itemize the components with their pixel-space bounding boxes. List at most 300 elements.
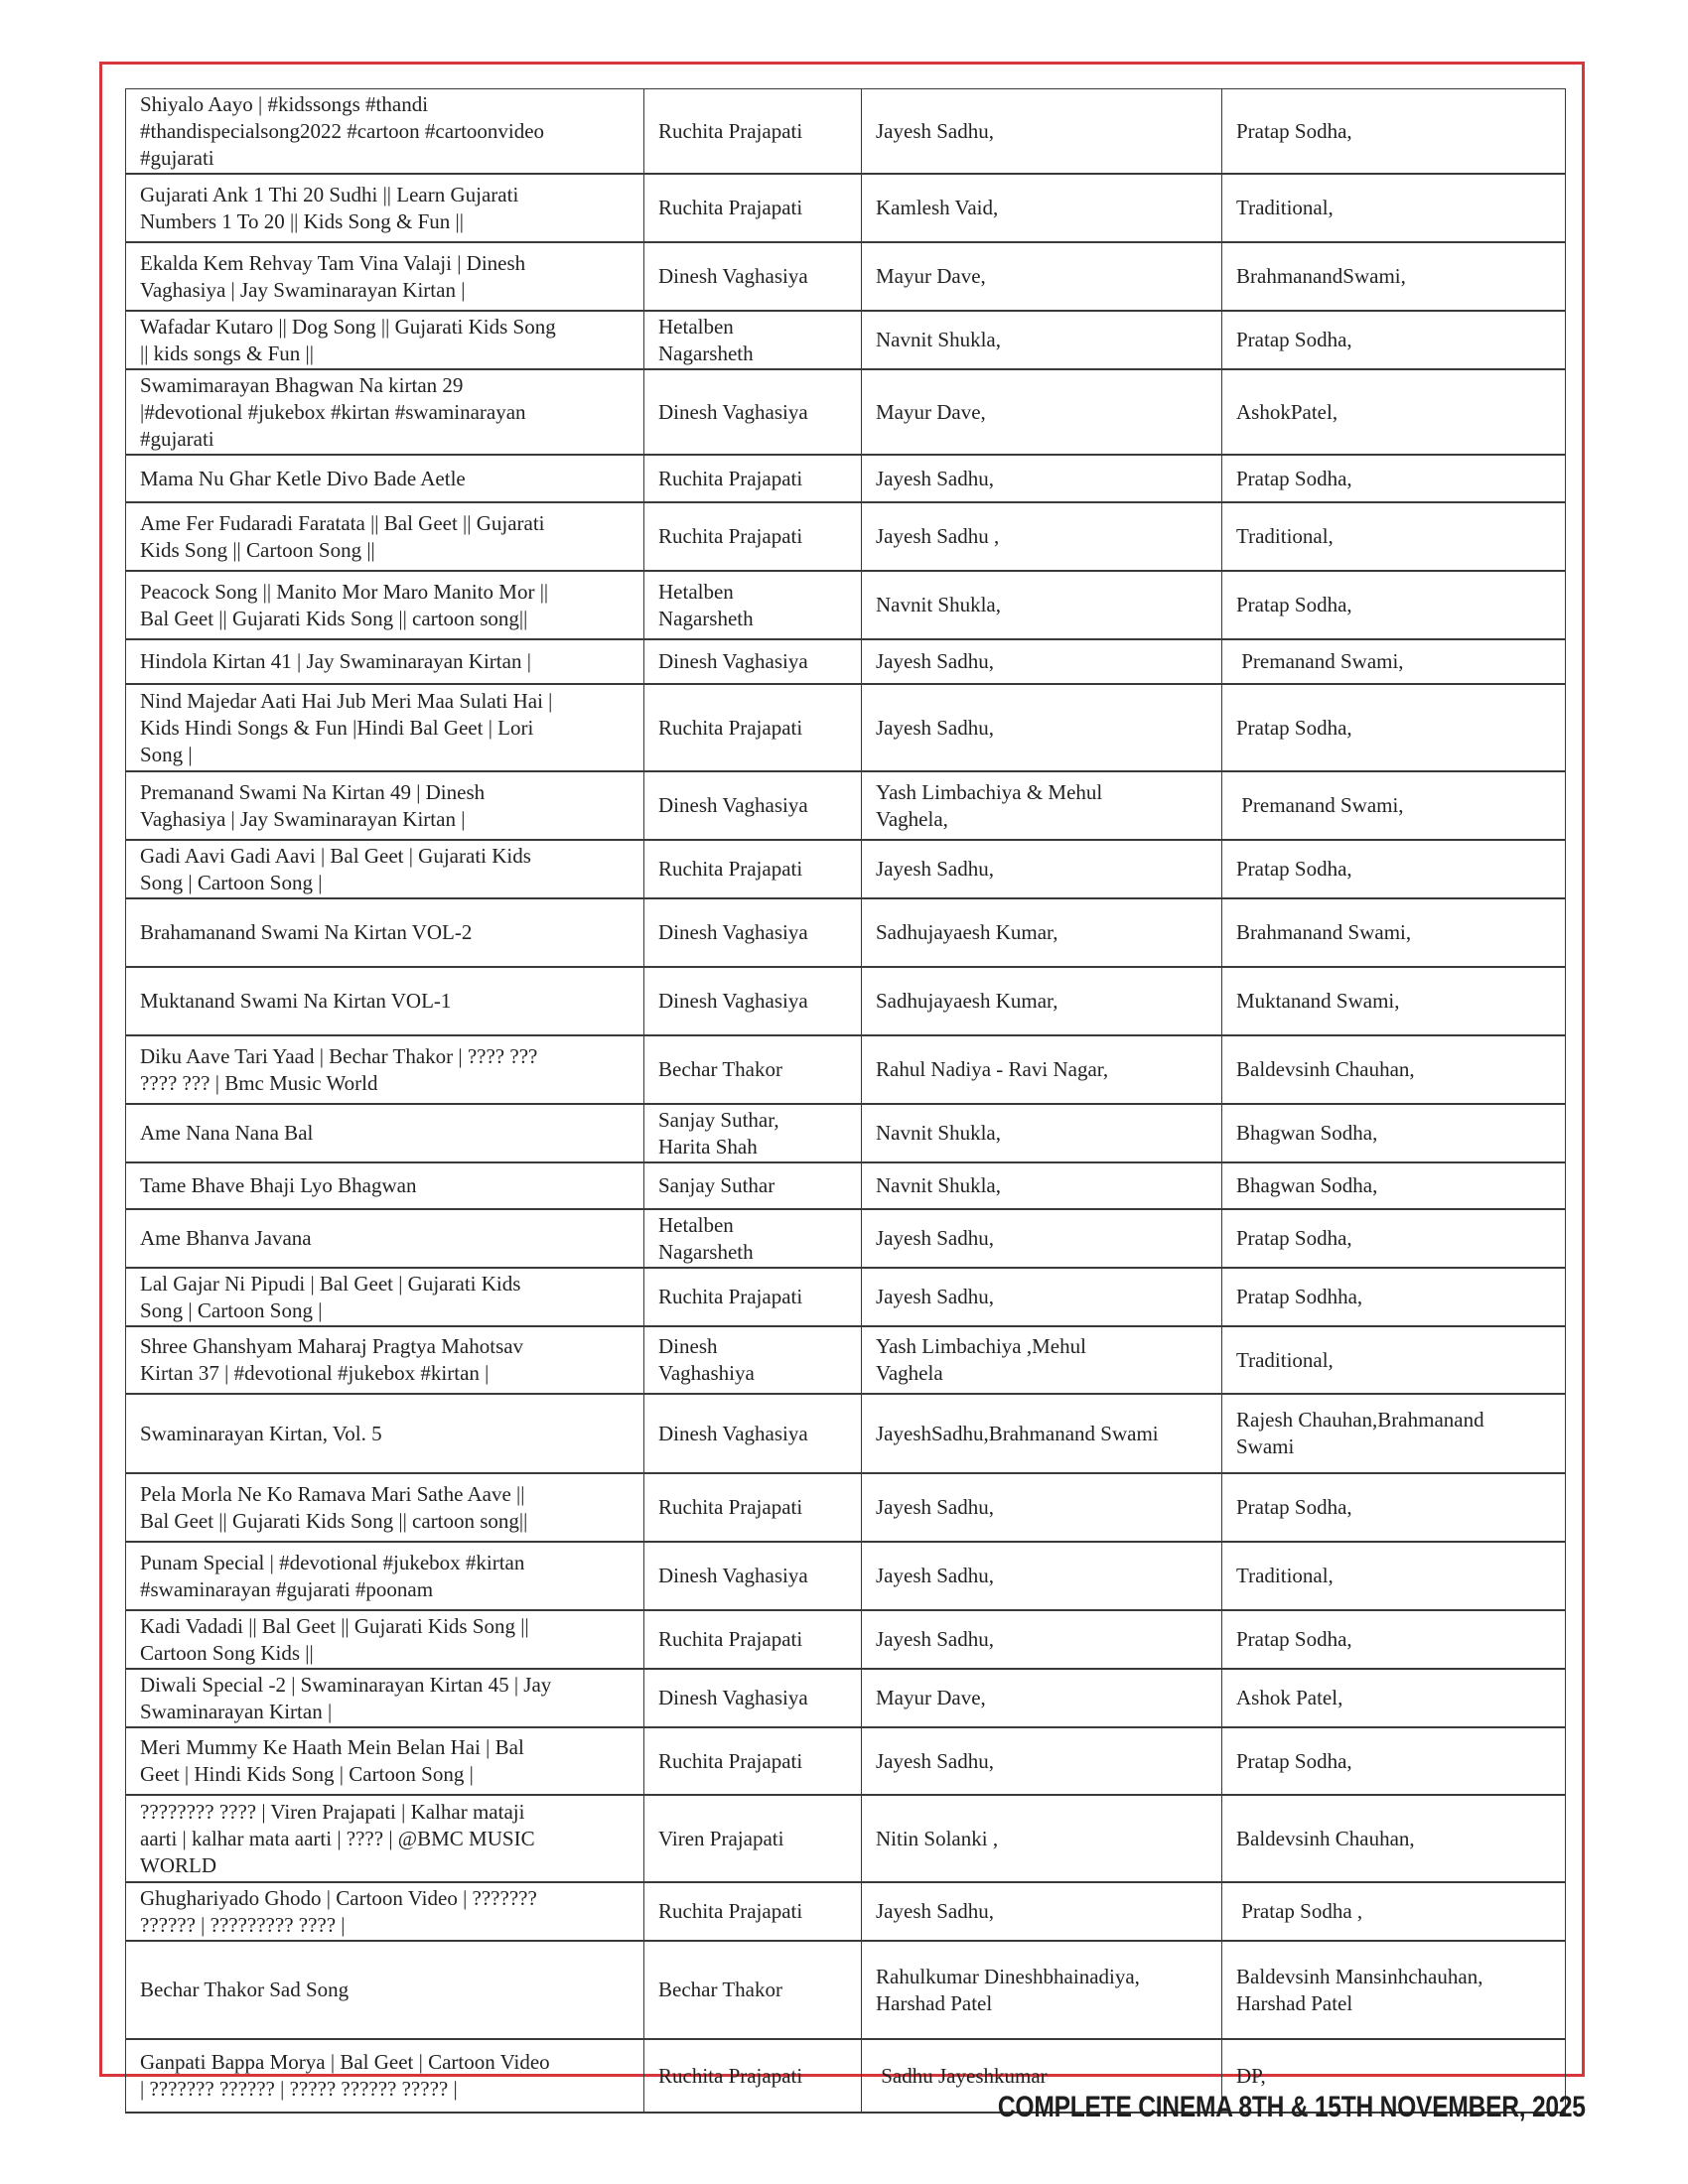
music-text-line: Kamlesh Vaid, [876, 196, 999, 219]
singer-text-line: Bechar Thakor [658, 1057, 782, 1081]
title-text-line: Diwali Special -2 | Swaminarayan Kirtan 45 | Jay [140, 1672, 552, 1697]
title-text-line: Hindola Kirtan 41 | Jay Swaminarayan Kirtan | [140, 649, 531, 673]
music-text-line: Yash Limbachiya & Mehul [876, 779, 1103, 804]
title-text-line: Cartoon Song Kids || [140, 1640, 314, 1665]
cell-lyrics [1222, 840, 1566, 898]
music-text-line: Jayesh Sadhu, [876, 466, 994, 490]
music-text-line: Navnit Shukla, [876, 1121, 1001, 1145]
cell-singer [644, 455, 862, 502]
lyrics-text-line: DP, [1236, 2063, 1266, 2088]
cell-singer [644, 840, 862, 898]
cell-music [862, 571, 1222, 639]
singer-text-line: Nagarsheth [658, 341, 754, 365]
lyrics-text-line: Premanand Swami, [1236, 649, 1404, 673]
table-row [126, 1394, 1566, 1473]
title-text-line: Song | Cartoon Song | [140, 870, 323, 894]
music-text-line: Jayesh Sadhu, [876, 1748, 994, 1773]
cell-music [862, 1542, 1222, 1610]
cell-music [862, 898, 1222, 967]
cell-music [862, 1209, 1222, 1268]
cell-singer [644, 1542, 862, 1610]
music-text-line: Navnit Shukla, [876, 593, 1001, 616]
title-text-line: ?????? | ????????? ???? | [140, 1912, 346, 1937]
cell-singer [644, 1104, 862, 1162]
cell-lyrics [1222, 1209, 1566, 1268]
table-row [126, 1610, 1566, 1669]
singer-text-line: Ruchita Prajapati [658, 1748, 803, 1773]
music-text-line: Jayesh Sadhu, [876, 715, 994, 740]
lyrics-text-line: Pratap Sodha, [1236, 593, 1352, 616]
cell-title [126, 1268, 644, 1326]
title-text-line: || kids songs & Fun || [140, 341, 314, 365]
cell-music [862, 369, 1222, 455]
cell-lyrics [1222, 1542, 1566, 1610]
title-text-line: #gujarati [140, 145, 214, 170]
music-text-line: Jayesh Sadhu , [876, 524, 1000, 548]
title-text-line: Vaghasiya | Jay Swaminarayan Kirtan | [140, 277, 466, 302]
cell-singer [644, 898, 862, 967]
title-text-line: Ganpati Bappa Morya | Bal Geet | Cartoon Video [140, 2050, 550, 2074]
cell-music [862, 1326, 1222, 1394]
title-text-line: Swaminarayan Kirtan | [140, 1699, 333, 1723]
lyrics-text-line: Baldevsinh Chauhan, [1236, 1826, 1415, 1850]
table-row [126, 1268, 1566, 1326]
music-text-line: Sadhujayaesh Kumar, [876, 989, 1058, 1013]
lyrics-text-line: Pratap Sodha, [1236, 857, 1352, 881]
table-row [126, 311, 1566, 369]
cell-title [126, 174, 644, 242]
cell-singer [644, 1209, 862, 1268]
singer-text-line: Ruchita Prajapati [658, 715, 803, 740]
title-text-line: Tame Bhave Bhaji Lyo Bhagwan [140, 1173, 417, 1197]
cell-music [862, 967, 1222, 1035]
cell-title [126, 840, 644, 898]
singer-text-line: Ruchita Prajapati [658, 196, 803, 219]
cell-title [126, 1473, 644, 1542]
cell-music [862, 1268, 1222, 1326]
singer-text-line: Ruchita Prajapati [658, 1627, 803, 1651]
cell-title [126, 311, 644, 369]
cell-title [126, 898, 644, 967]
cell-music [862, 242, 1222, 311]
table-row [126, 174, 1566, 242]
cell-singer [644, 771, 862, 840]
music-text-line: Sadhu Jayeshkumar [876, 2063, 1048, 2088]
cell-lyrics [1222, 1326, 1566, 1394]
cell-title [126, 1727, 644, 1795]
singer-text-line: Dinesh Vaghasiya [658, 1564, 808, 1587]
cell-singer [644, 571, 862, 639]
title-text-line: Punam Special | #devotional #jukebox #kirtan [140, 1550, 525, 1574]
cell-title [126, 967, 644, 1035]
title-text-line: Ghughariyado Ghodo | Cartoon Video | ??????? [140, 1885, 537, 1910]
cell-music [862, 1473, 1222, 1542]
cell-singer [644, 2039, 862, 2113]
music-text-line: Rahulkumar Dineshbhainadiya, [876, 1964, 1140, 1988]
title-text-line: | ??????? ?????? | ????? ?????? ????? | [140, 2077, 458, 2101]
table-row [126, 684, 1566, 771]
singer-text-line: Dinesh Vaghasiya [658, 920, 808, 944]
cell-singer [644, 1610, 862, 1669]
music-text-line: Jayesh Sadhu, [876, 1226, 994, 1250]
title-text-line: #swaminarayan #gujarati #poonam [140, 1576, 434, 1601]
lyrics-text-line: Traditional, [1236, 1347, 1334, 1372]
singer-text-line: Bechar Thakor [658, 1978, 782, 2001]
cell-lyrics [1222, 502, 1566, 571]
cell-title [126, 1669, 644, 1727]
singer-text-line: Nagarsheth [658, 606, 754, 630]
title-text-line: Song | [140, 742, 193, 766]
music-text-line: Navnit Shukla, [876, 1173, 1001, 1197]
table-row [126, 1326, 1566, 1394]
cell-title [126, 1941, 644, 2039]
lyrics-text-line: Pratap Sodha, [1236, 1495, 1352, 1519]
cell-music [862, 502, 1222, 571]
cell-lyrics [1222, 967, 1566, 1035]
title-text-line: Geet | Hindi Kids Song | Cartoon Song | [140, 1762, 474, 1786]
cell-singer [644, 967, 862, 1035]
cell-music [862, 1610, 1222, 1669]
cell-singer [644, 1035, 862, 1104]
title-text-line: Numbers 1 To 20 || Kids Song & Fun || [140, 208, 464, 233]
cell-music [862, 771, 1222, 840]
music-text-line: Vaghela, [876, 806, 948, 831]
cell-title [126, 1610, 644, 1669]
table-row [126, 1473, 1566, 1542]
title-text-line: Diku Aave Tari Yaad | Bechar Thakor | ???? ??? [140, 1043, 538, 1068]
music-text-line: Rahul Nadiya - Ravi Nagar, [876, 1057, 1109, 1081]
table-row [126, 1669, 1566, 1727]
lyrics-text-line: Pratap Sodha, [1236, 715, 1352, 740]
title-text-line: Ame Fer Fudaradi Faratata || Bal Geet || Gujarati [140, 510, 545, 535]
title-text-line: Brahamanand Swami Na Kirtan VOL-2 [140, 920, 473, 944]
title-text-line: Swaminarayan Kirtan, Vol. 5 [140, 1421, 382, 1445]
title-text-line: Gujarati Ank 1 Thi 20 Sudhi || Learn Gujarati [140, 182, 519, 206]
singer-text-line: Dinesh Vaghasiya [658, 399, 808, 424]
lyrics-text-line: Pratap Sodha , [1236, 1899, 1363, 1923]
music-text-line: Harshad Patel [876, 1990, 993, 2015]
title-text-line: Kadi Vadadi || Bal Geet || Gujarati Kids Song || [140, 1613, 529, 1638]
table-row [126, 840, 1566, 898]
title-text-line: Ame Nana Nana Bal [140, 1121, 314, 1145]
singer-text-line: Ruchita Prajapati [658, 857, 803, 881]
lyrics-text-line: Rajesh Chauhan,Brahmanand [1236, 1408, 1484, 1432]
cell-lyrics [1222, 455, 1566, 502]
cell-title [126, 684, 644, 771]
table-row [126, 771, 1566, 840]
cell-singer [644, 1941, 862, 2039]
title-text-line: #gujarati [140, 426, 214, 451]
cell-lyrics [1222, 1268, 1566, 1326]
singer-text-line: Ruchita Prajapati [658, 2063, 803, 2088]
music-text-line: Navnit Shukla, [876, 328, 1001, 351]
lyrics-text-line: Bhagwan Sodha, [1236, 1173, 1378, 1197]
singer-text-line: Nagarsheth [658, 1239, 754, 1264]
title-text-line: Swamimarayan Bhagwan Na kirtan 29 [140, 372, 464, 397]
cell-lyrics [1222, 242, 1566, 311]
cell-singer [644, 502, 862, 571]
cell-title [126, 771, 644, 840]
cell-title [126, 1394, 644, 1473]
title-text-line: Premanand Swami Na Kirtan 49 | Dinesh [140, 779, 486, 804]
lyrics-text-line: Traditional, [1236, 1564, 1334, 1587]
lyrics-text-line: Pratap Sodha, [1236, 328, 1352, 351]
music-text-line: Jayesh Sadhu, [876, 118, 994, 143]
lyrics-text-line: Traditional, [1236, 196, 1334, 219]
lyrics-text-line: Swami [1236, 1434, 1295, 1458]
cell-singer [644, 1162, 862, 1209]
title-text-line: #thandispecialsong2022 #cartoon #cartoonvideo [140, 118, 545, 143]
cell-music [862, 1727, 1222, 1795]
cell-music [862, 1941, 1222, 2039]
title-text-line: Peacock Song || Manito Mor Maro Manito Mor || [140, 579, 549, 604]
singer-text-line: Dinesh Vaghasiya [658, 649, 808, 673]
music-text-line: Yash Limbachiya ,Mehul [876, 1334, 1086, 1358]
cell-title [126, 1542, 644, 1610]
music-text-line: Mayur Dave, [876, 399, 986, 424]
lyrics-text-line: Brahmanand Swami, [1236, 920, 1412, 944]
music-text-line: JayeshSadhu,Brahmanand Swami [876, 1421, 1159, 1445]
music-text-line: Jayesh Sadhu, [876, 857, 994, 881]
singer-text-line: Dinesh Vaghasiya [658, 264, 808, 288]
cell-lyrics [1222, 89, 1566, 175]
lyrics-text-line: Baldevsinh Chauhan, [1236, 1057, 1415, 1081]
cell-lyrics [1222, 571, 1566, 639]
singer-text-line: Dinesh Vaghasiya [658, 1686, 808, 1709]
cell-title [126, 455, 644, 502]
title-text-line: Mama Nu Ghar Ketle Divo Bade Aetle [140, 466, 466, 490]
music-text-line: Jayesh Sadhu, [876, 1285, 994, 1308]
cell-title [126, 2039, 644, 2113]
music-text-line: Jayesh Sadhu, [876, 1627, 994, 1651]
cell-music [862, 684, 1222, 771]
cell-music [862, 1795, 1222, 1882]
singer-text-line: Hetalben [658, 314, 734, 339]
cell-lyrics [1222, 1394, 1566, 1473]
cell-lyrics [1222, 1941, 1566, 2039]
cell-title [126, 571, 644, 639]
lyrics-text-line: Pratap Sodha, [1236, 1748, 1352, 1773]
table-row [126, 898, 1566, 967]
cell-music [862, 639, 1222, 684]
lyrics-text-line: Pratap Sodha, [1236, 1226, 1352, 1250]
cell-music [862, 455, 1222, 502]
title-text-line: Kids Song || Cartoon Song || [140, 537, 375, 562]
title-text-line: Shree Ghanshyam Maharaj Pragtya Mahotsav [140, 1334, 524, 1358]
lyrics-text-line: Pratap Sodha, [1236, 1627, 1352, 1651]
cell-title [126, 1882, 644, 1941]
cell-lyrics [1222, 1882, 1566, 1941]
cell-singer [644, 1795, 862, 1882]
cell-lyrics [1222, 1669, 1566, 1727]
lyrics-text-line: Harshad Patel [1236, 1990, 1353, 2015]
table-row [126, 1727, 1566, 1795]
cell-lyrics [1222, 1162, 1566, 1209]
cell-lyrics [1222, 1035, 1566, 1104]
cell-singer [644, 242, 862, 311]
cell-music [862, 1162, 1222, 1209]
table-row [126, 242, 1566, 311]
cell-singer [644, 369, 862, 455]
table-row [126, 1795, 1566, 1882]
singer-text-line: Dinesh Vaghasiya [658, 989, 808, 1013]
lyrics-text-line: Pratap Sodha, [1236, 118, 1352, 143]
singer-text-line: Hetalben [658, 1212, 734, 1237]
table-body [126, 89, 1566, 2114]
singer-text-line: Viren Prajapati [658, 1826, 784, 1850]
title-text-line: Shiyalo Aayo | #kidssongs #thandi [140, 91, 429, 116]
cell-lyrics [1222, 1104, 1566, 1162]
singer-text-line: Ruchita Prajapati [658, 1899, 803, 1923]
title-text-line: ???????? ???? | Viren Prajapati | Kalhar mataji [140, 1799, 525, 1824]
music-text-line: Sadhujayaesh Kumar, [876, 920, 1058, 944]
song-credits-table [125, 88, 1566, 2114]
cell-music [862, 1104, 1222, 1162]
cell-title [126, 1104, 644, 1162]
publication-footer: COMPLETE CINEMA 8TH & 15TH NOVEMBER, 2025 [998, 2091, 1586, 2123]
table-row [126, 455, 1566, 502]
cell-lyrics [1222, 174, 1566, 242]
title-text-line: Lal Gajar Ni Pipudi | Bal Geet | Gujarati Kids [140, 1271, 521, 1296]
title-text-line: ???? ??? | Bmc Music World [140, 1070, 378, 1095]
title-text-line: Vaghasiya | Jay Swaminarayan Kirtan | [140, 806, 466, 831]
music-text-line: Mayur Dave, [876, 264, 986, 288]
lyrics-text-line: Traditional, [1236, 524, 1334, 548]
title-text-line: Nind Majedar Aati Hai Jub Meri Maa Sulati Hai | [140, 688, 553, 713]
cell-singer [644, 1727, 862, 1795]
music-text-line: Nitin Solanki , [876, 1826, 999, 1850]
table-row [126, 1542, 1566, 1610]
cell-music [862, 1882, 1222, 1941]
table-row [126, 1035, 1566, 1104]
title-text-line: Pela Morla Ne Ko Ramava Mari Sathe Aave || [140, 1481, 525, 1506]
singer-text-line: Hetalben [658, 579, 734, 604]
lyrics-text-line: Muktanand Swami, [1236, 989, 1400, 1013]
singer-text-line: Ruchita Prajapati [658, 524, 803, 548]
title-text-line: Kirtan 37 | #devotional #jukebox #kirtan | [140, 1361, 490, 1385]
title-text-line: Wafadar Kutaro || Dog Song || Gujarati Kids Song [140, 314, 556, 339]
cell-music [862, 1035, 1222, 1104]
cell-singer [644, 1326, 862, 1394]
cell-singer [644, 311, 862, 369]
cell-lyrics [1222, 1473, 1566, 1542]
lyrics-text-line: Baldevsinh Mansinhchauhan, [1236, 1964, 1483, 1988]
music-text-line: Jayesh Sadhu, [876, 1495, 994, 1519]
lyrics-text-line: Ashok Patel, [1236, 1686, 1343, 1709]
cell-music [862, 1394, 1222, 1473]
cell-lyrics [1222, 898, 1566, 967]
music-text-line: Jayesh Sadhu, [876, 649, 994, 673]
title-text-line: Ame Bhanva Javana [140, 1226, 312, 1250]
lyrics-text-line: AshokPatel, [1236, 399, 1338, 424]
table-row [126, 967, 1566, 1035]
cell-singer [644, 1268, 862, 1326]
cell-lyrics [1222, 771, 1566, 840]
cell-music [862, 840, 1222, 898]
music-text-line: Jayesh Sadhu, [876, 1564, 994, 1587]
music-text-line: Mayur Dave, [876, 1686, 986, 1709]
cell-lyrics [1222, 1610, 1566, 1669]
cell-lyrics [1222, 311, 1566, 369]
table-row [126, 502, 1566, 571]
cell-music [862, 1669, 1222, 1727]
cell-lyrics [1222, 1795, 1566, 1882]
lyrics-text-line: Pratap Sodha, [1236, 466, 1352, 490]
singer-text-line: Sanjay Suthar [658, 1173, 775, 1197]
singer-text-line: Ruchita Prajapati [658, 466, 803, 490]
cell-lyrics [1222, 369, 1566, 455]
lyrics-text-line: Bhagwan Sodha, [1236, 1121, 1378, 1145]
singer-text-line: Vaghashiya [658, 1361, 755, 1385]
cell-title [126, 1326, 644, 1394]
title-text-line: Gadi Aavi Gadi Aavi | Bal Geet | Gujarati Kids [140, 843, 531, 868]
cell-title [126, 1795, 644, 1882]
title-text-line: Bechar Thakor Sad Song [140, 1978, 350, 2001]
cell-music [862, 174, 1222, 242]
title-text-line: Bal Geet || Gujarati Kids Song || cartoon song|| [140, 1508, 528, 1533]
cell-music [862, 89, 1222, 175]
lyrics-text-line: Premanand Swami, [1236, 793, 1404, 817]
title-text-line: Muktanand Swami Na Kirtan VOL-1 [140, 989, 452, 1013]
singer-text-line: Dinesh Vaghasiya [658, 793, 808, 817]
table-row [126, 1162, 1566, 1209]
title-text-line: Song | Cartoon Song | [140, 1297, 323, 1322]
title-text-line: Meri Mummy Ke Haath Mein Belan Hai | Bal [140, 1735, 524, 1759]
table-row [126, 639, 1566, 684]
cell-title [126, 1162, 644, 1209]
cell-music [862, 311, 1222, 369]
singer-text-line: Ruchita Prajapati [658, 118, 803, 143]
singer-text-line: Ruchita Prajapati [658, 1285, 803, 1308]
cell-lyrics [1222, 1727, 1566, 1795]
cell-singer [644, 1394, 862, 1473]
cell-title [126, 639, 644, 684]
music-text-line: Jayesh Sadhu, [876, 1899, 994, 1923]
cell-singer [644, 639, 862, 684]
table-row [126, 1209, 1566, 1268]
cell-singer [644, 89, 862, 175]
cell-singer [644, 1669, 862, 1727]
cell-singer [644, 1882, 862, 1941]
table-row [126, 369, 1566, 455]
table-row [126, 89, 1566, 175]
table-row [126, 1941, 1566, 2039]
title-text-line: aarti | kalhar mata aarti | ???? | @BMC MUSIC [140, 1826, 535, 1850]
cell-singer [644, 684, 862, 771]
singer-text-line: Dinesh [658, 1334, 718, 1358]
cell-title [126, 89, 644, 175]
cell-singer [644, 1473, 862, 1542]
cell-lyrics [1222, 684, 1566, 771]
table-row [126, 1882, 1566, 1941]
table-row [126, 1104, 1566, 1162]
cell-title [126, 502, 644, 571]
table-row [126, 571, 1566, 639]
cell-singer [644, 174, 862, 242]
lyrics-text-line: BrahmanandSwami, [1236, 264, 1406, 288]
singer-text-line: Dinesh Vaghasiya [658, 1421, 808, 1445]
music-text-line: Vaghela [876, 1361, 943, 1385]
singer-text-line: Sanjay Suthar, [658, 1107, 779, 1132]
title-text-line: WORLD [140, 1852, 216, 1877]
singer-text-line: Harita Shah [658, 1134, 758, 1159]
cell-title [126, 1035, 644, 1104]
singer-text-line: Ruchita Prajapati [658, 1495, 803, 1519]
title-text-line: Ekalda Kem Rehvay Tam Vina Valaji | Dinesh [140, 250, 526, 275]
title-text-line: Bal Geet || Gujarati Kids Song || cartoon song|| [140, 606, 528, 630]
title-text-line: |#devotional #jukebox #kirtan #swaminarayan [140, 399, 526, 424]
cell-title [126, 1209, 644, 1268]
